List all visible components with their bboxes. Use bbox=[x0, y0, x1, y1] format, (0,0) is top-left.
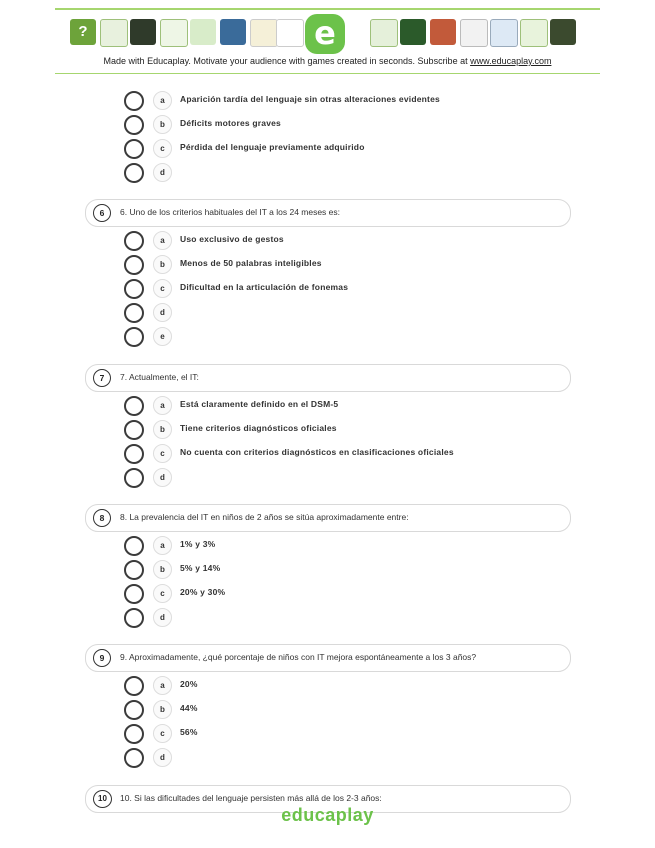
radio-button[interactable] bbox=[124, 231, 144, 251]
option-letter: c bbox=[153, 139, 172, 158]
answer-option[interactable] bbox=[124, 724, 564, 744]
frog-icon bbox=[190, 19, 216, 45]
option-text: Aparición tardía del lenguaje sin otras alteraciones evidentes bbox=[180, 94, 440, 104]
answer-option[interactable] bbox=[124, 536, 564, 556]
question-text: 7. Actualmente, el IT: bbox=[120, 372, 199, 382]
header-top-line bbox=[55, 8, 600, 10]
option-letter: a bbox=[153, 536, 172, 555]
question-text: 8. La prevalencia del IT en niños de 2 años se sitúa aproximadamente entre: bbox=[120, 512, 409, 522]
question-box bbox=[85, 364, 571, 392]
radio-button[interactable] bbox=[124, 303, 144, 323]
answer-option[interactable] bbox=[124, 676, 564, 696]
educaplay-link[interactable]: www.educaplay.com bbox=[470, 56, 552, 66]
option-text: Menos de 50 palabras inteligibles bbox=[180, 258, 322, 268]
radio-button[interactable] bbox=[124, 255, 144, 275]
answer-option[interactable] bbox=[124, 468, 564, 488]
option-text: 5% y 14% bbox=[180, 563, 221, 573]
video-quiz-icon bbox=[370, 19, 398, 47]
answer-option[interactable] bbox=[124, 396, 564, 416]
memory-icon bbox=[400, 19, 426, 45]
option-letter: c bbox=[153, 444, 172, 463]
answer-option[interactable] bbox=[124, 608, 564, 628]
answer-option[interactable] bbox=[124, 560, 564, 580]
radio-button[interactable] bbox=[124, 139, 144, 159]
pencil-icon bbox=[520, 19, 548, 47]
option-letter: b bbox=[153, 560, 172, 579]
option-text: Tiene criterios diagnósticos oficiales bbox=[180, 423, 337, 433]
option-text: Está claramente definido en el DSM-5 bbox=[180, 399, 339, 409]
option-text: No cuenta con criterios diagnósticos en clasificaciones oficiales bbox=[180, 447, 454, 457]
answer-option[interactable] bbox=[124, 327, 564, 347]
option-letter: a bbox=[153, 91, 172, 110]
option-letter: b bbox=[153, 255, 172, 274]
option-text: Uso exclusivo de gestos bbox=[180, 234, 284, 244]
option-letter: e bbox=[153, 327, 172, 346]
radio-button[interactable] bbox=[124, 420, 144, 440]
tagline bbox=[0, 56, 655, 66]
option-text: 20% y 30% bbox=[180, 587, 226, 597]
option-letter: d bbox=[153, 748, 172, 767]
question-box bbox=[85, 504, 571, 532]
option-letter: c bbox=[153, 724, 172, 743]
word-search-icon bbox=[250, 19, 278, 47]
crossword-icon bbox=[100, 19, 128, 47]
radio-button[interactable] bbox=[124, 396, 144, 416]
answer-option[interactable] bbox=[124, 231, 564, 251]
radio-button[interactable] bbox=[124, 444, 144, 464]
answer-option[interactable] bbox=[124, 303, 564, 323]
hangman-icon bbox=[276, 19, 304, 47]
option-letter: c bbox=[153, 584, 172, 603]
map-icon bbox=[220, 19, 246, 45]
option-letter: d bbox=[153, 608, 172, 627]
question-text: 9. Aproximadamente, ¿qué porcentaje de niños con IT mejora espontáneamente a los 3 años? bbox=[120, 652, 477, 662]
question-text: 6. Uno de los criterios habituales del IT a los 24 meses es: bbox=[120, 207, 341, 217]
option-letter: a bbox=[153, 231, 172, 250]
footer-brand: educaplay bbox=[281, 805, 374, 825]
answer-option[interactable] bbox=[124, 444, 564, 464]
option-text: 20% bbox=[180, 679, 198, 689]
radio-button[interactable] bbox=[124, 536, 144, 556]
radio-button[interactable] bbox=[124, 748, 144, 768]
question-number: 8 bbox=[93, 509, 111, 527]
answer-option[interactable] bbox=[124, 584, 564, 604]
option-text: 44% bbox=[180, 703, 198, 713]
answer-option[interactable] bbox=[124, 91, 564, 111]
question-number: 9 bbox=[93, 649, 111, 667]
radio-button[interactable] bbox=[124, 279, 144, 299]
clapperboard-icon bbox=[550, 19, 576, 45]
game-icons-banner bbox=[70, 14, 585, 52]
question-game-icon: ? bbox=[70, 19, 96, 45]
radio-button[interactable] bbox=[124, 115, 144, 135]
matching-icon bbox=[130, 19, 156, 45]
option-text: Déficits motores graves bbox=[180, 118, 281, 128]
option-letter: d bbox=[153, 468, 172, 487]
option-letter: d bbox=[153, 163, 172, 182]
radio-button[interactable] bbox=[124, 584, 144, 604]
option-letter: c bbox=[153, 279, 172, 298]
radio-button[interactable] bbox=[124, 724, 144, 744]
answer-option[interactable] bbox=[124, 115, 564, 135]
header-separator bbox=[55, 73, 600, 74]
option-letter: a bbox=[153, 396, 172, 415]
answer-option[interactable] bbox=[124, 139, 564, 159]
puzzle-icon bbox=[430, 19, 456, 45]
writing-icon bbox=[490, 19, 518, 47]
answer-option[interactable] bbox=[124, 255, 564, 275]
option-text: Dificultad en la articulación de fonemas bbox=[180, 282, 349, 292]
option-letter: d bbox=[153, 303, 172, 322]
option-letter: a bbox=[153, 676, 172, 695]
radio-button[interactable] bbox=[124, 163, 144, 183]
answer-option[interactable] bbox=[124, 279, 564, 299]
radio-button[interactable] bbox=[124, 676, 144, 696]
radio-button[interactable] bbox=[124, 700, 144, 720]
checklist-icon bbox=[460, 19, 488, 47]
question-number: 6 bbox=[93, 204, 111, 222]
question-box bbox=[85, 644, 571, 672]
answer-option[interactable] bbox=[124, 700, 564, 720]
question-box bbox=[85, 199, 571, 227]
answer-option[interactable] bbox=[124, 163, 564, 183]
question-text: 10. Si las dificultades del lenguaje persisten más allá de los 2-3 años: bbox=[120, 793, 382, 803]
option-letter: b bbox=[153, 420, 172, 439]
radio-button[interactable] bbox=[124, 560, 144, 580]
radio-button[interactable] bbox=[124, 468, 144, 488]
radio-button[interactable] bbox=[124, 91, 144, 111]
option-text: Pérdida del lenguaje previamente adquirido bbox=[180, 142, 365, 152]
answer-option[interactable] bbox=[124, 420, 564, 440]
option-letter: b bbox=[153, 115, 172, 134]
option-letter: b bbox=[153, 700, 172, 719]
tagline-text: Made with Educaplay. Motivate your audience with games created in seconds. Subscribe at bbox=[103, 56, 471, 66]
chat-icon bbox=[160, 19, 188, 47]
question-number: 7 bbox=[93, 369, 111, 387]
radio-button[interactable] bbox=[124, 327, 144, 347]
educaplay-logo: e bbox=[305, 14, 345, 54]
radio-button[interactable] bbox=[124, 608, 144, 628]
option-text: 56% bbox=[180, 727, 198, 737]
option-text: 1% y 3% bbox=[180, 539, 216, 549]
question-number: 10 bbox=[93, 790, 112, 808]
answer-option[interactable] bbox=[124, 748, 564, 768]
